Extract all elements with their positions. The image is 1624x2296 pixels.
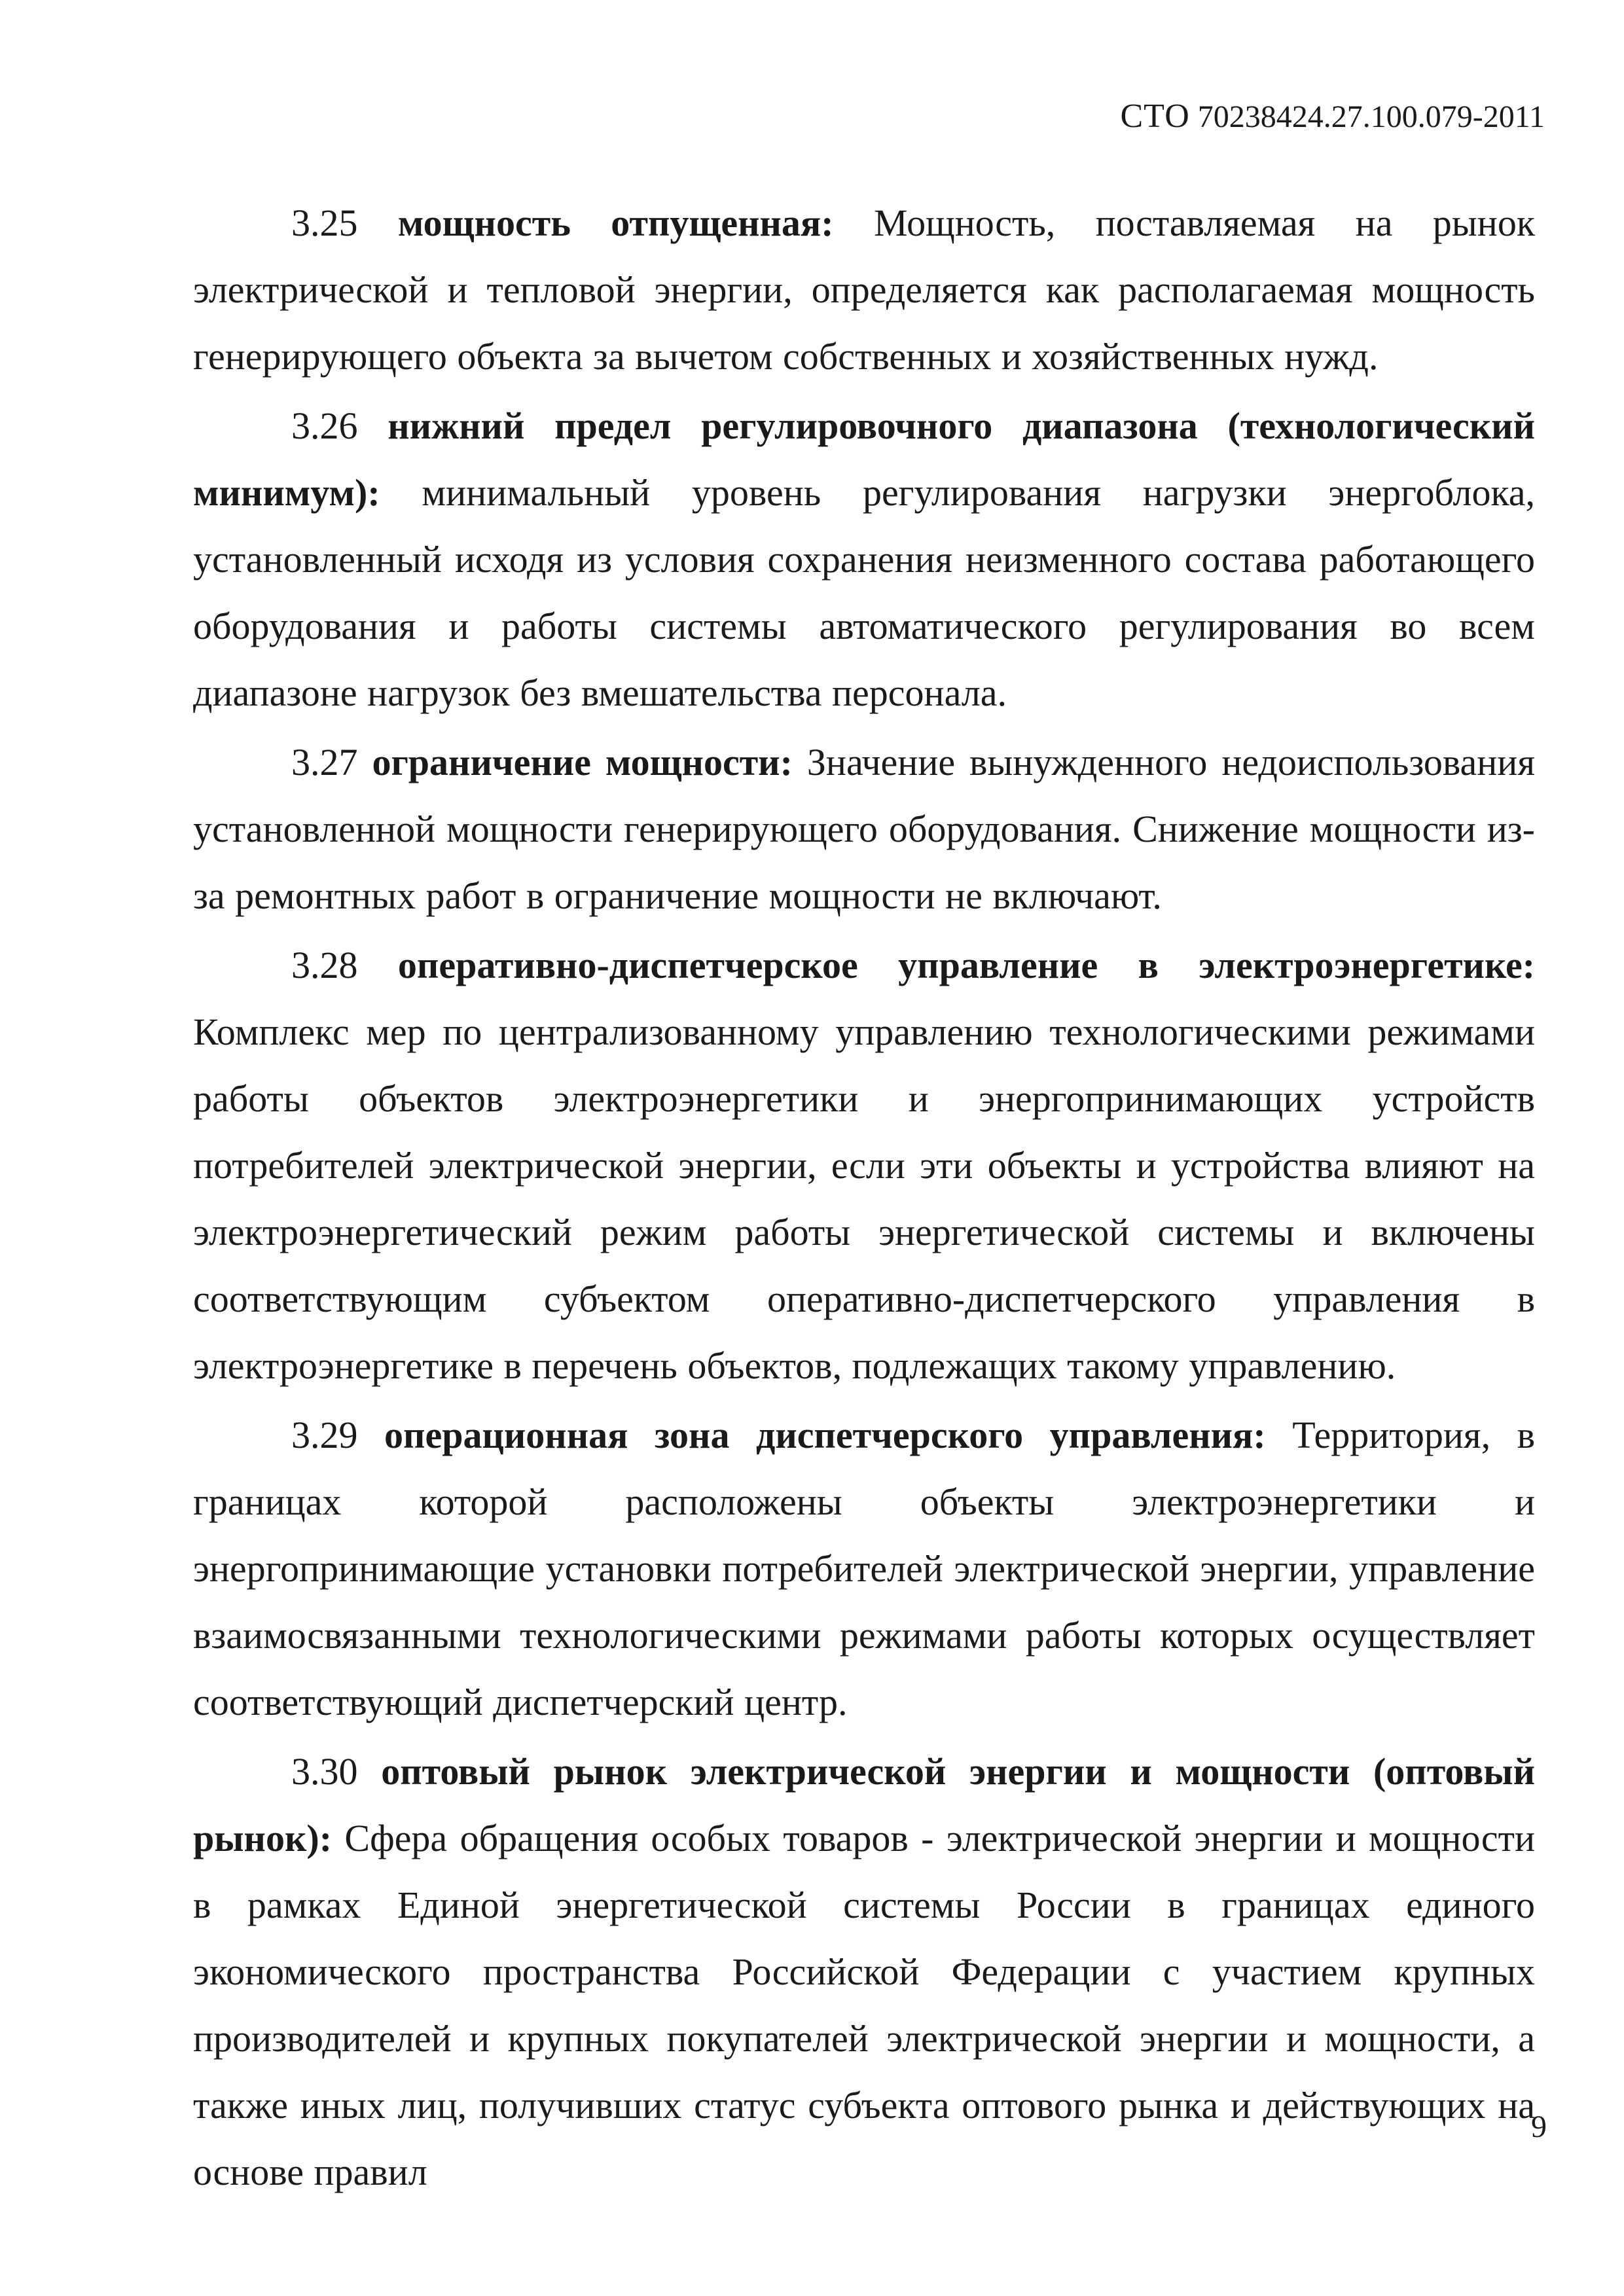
definition-entry bbox=[193, 729, 1535, 929]
entry-text: минимальный уровень регулирования нагрузки энергоблока, установленный исходя из условия сохранения неизменного состава работающего оборудования и работы системы автоматического регулирования во всем диапазоне нагрузок без вмешательства персонала. bbox=[193, 471, 1535, 714]
page-number: 9 bbox=[1531, 2109, 1547, 2144]
entry-number: 3.30 bbox=[291, 1750, 358, 1793]
definition-entry bbox=[193, 1402, 1535, 1736]
entry-text: Значение вынужденного недоиспользования установленной мощности генерирующего оборудования. Снижение мощности из-за ремонтных работ в ограничение мощности не включают. bbox=[193, 741, 1536, 917]
definition-entry bbox=[193, 1738, 1535, 2206]
entry-term: оптовый рынок электрической энергии и мощности (оптовый рынок): bbox=[193, 1750, 1536, 1859]
document-code bbox=[1120, 97, 1545, 137]
definition-entry bbox=[193, 932, 1535, 1399]
entry-term: ограничение мощности: bbox=[372, 741, 793, 783]
definition-entry bbox=[193, 190, 1535, 390]
entry-number: 3.28 bbox=[291, 944, 358, 986]
entry-term: мощность отпущенная: bbox=[397, 202, 834, 244]
entry-text: Мощность, поставляемая на рынок электрической и тепловой энергии, определяется как располагаемая мощность генерирующего объекта за вычетом собственных и хозяйственных нужд. bbox=[193, 202, 1535, 378]
entry-term: оперативно-диспетчерское управление в электроэнергетике: bbox=[397, 944, 1536, 986]
entry-number: 3.27 bbox=[291, 741, 358, 783]
document-code-number: 70238424.27.100.079-2011 bbox=[1197, 99, 1545, 134]
entry-number: 3.26 bbox=[291, 404, 358, 447]
entry-number: 3.25 bbox=[291, 202, 358, 244]
document-code-prefix: СТО bbox=[1120, 98, 1190, 135]
entry-term: нижний предел регулировочного диапазона (технологический минимум): bbox=[193, 404, 1535, 514]
entry-term: операционная зона диспетчерского управления: bbox=[384, 1414, 1266, 1456]
definition-entry bbox=[193, 393, 1535, 726]
entry-number: 3.29 bbox=[291, 1414, 358, 1456]
entry-text: Территория, в границах которой расположены объекты электроэнергетики и энергопринимающие установки потребителей электрической энергии, управление взаимосвязанными технологическими режимами работы которых осуществляет соответствующий диспетчерский центр. bbox=[193, 1414, 1536, 1723]
definitions-list bbox=[193, 190, 1535, 2208]
entry-text: Комплекс мер по централизованному управлению технологическими режимами работы объектов электроэнергетики и энергопринимающих устройств потребителей электрической энергии, если эти объекты и устройства влияют на электроэнергетический режим работы энергетической системы и включены соответствующим субъектом оперативно-диспетчерского управления в электроэнергетике в перечень объектов, подлежащих такому управлению. bbox=[193, 1011, 1535, 1387]
entry-text: Сфера обращения особых товаров - электрической энергии и мощности в рамках Единой энергетической системы России в границах единого экономического пространства Российской Федерации с участием крупных производителей и крупных покупателей электрической энергии и мощности, а также иных лиц, получивших статус субъекта оптового рынка и действующих на основе правил bbox=[193, 1817, 1536, 2193]
